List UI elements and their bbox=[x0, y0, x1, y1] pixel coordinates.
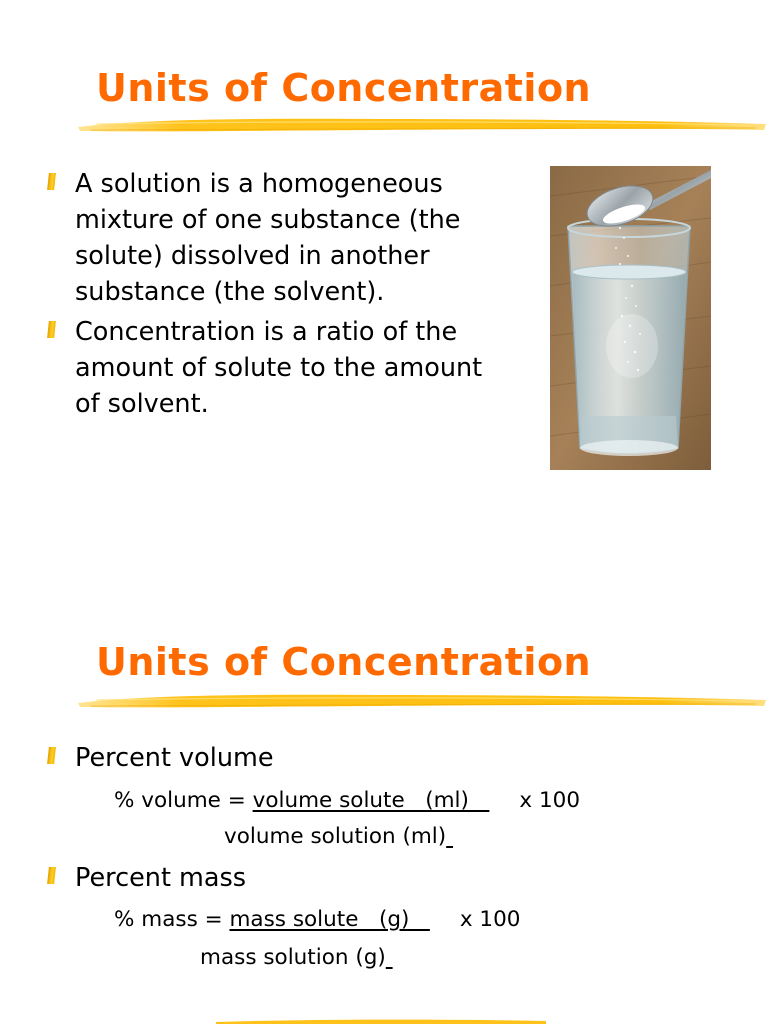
bullet-marker-icon bbox=[47, 321, 56, 338]
percent-volume-formula-numerator-line bbox=[114, 788, 580, 814]
slide-2 bbox=[0, 576, 768, 1024]
formula-denominator: mass solution (g) bbox=[200, 945, 386, 970]
bullet-heading: Percent volume bbox=[75, 743, 274, 773]
title-underline-brush bbox=[76, 110, 768, 140]
bullet-marker-icon bbox=[47, 867, 56, 884]
formula-trail bbox=[386, 945, 393, 970]
bullet-heading: Percent mass bbox=[75, 863, 247, 893]
slide-title: Units of Concentration bbox=[96, 640, 592, 684]
bullet-marker-icon bbox=[47, 747, 56, 764]
bullet-list bbox=[44, 740, 274, 776]
next-slide-brush-fragment bbox=[216, 1018, 546, 1024]
formula-numerator: mass solute (g) bbox=[229, 907, 430, 932]
percent-mass-formula-numerator-line bbox=[114, 907, 520, 933]
bullet-item bbox=[44, 166, 514, 310]
title-underline-brush bbox=[76, 686, 768, 716]
bullet-marker-icon bbox=[47, 173, 56, 190]
bullet-item-percent-mass bbox=[44, 860, 246, 896]
bullet-list bbox=[44, 166, 514, 422]
formula-trail bbox=[446, 824, 453, 849]
bullet-text: Concentration is a ratio of the amount of solute to the amount of solvent. bbox=[75, 317, 483, 419]
formula-lhs: % volume = bbox=[114, 788, 253, 813]
formula-lhs: % mass = bbox=[114, 907, 230, 932]
formula-numerator: volume solute (ml) bbox=[252, 788, 490, 813]
formula-multiplier: x 100 bbox=[459, 907, 521, 932]
percent-volume-formula-denominator-line bbox=[224, 824, 453, 850]
formula-denominator: volume solution (ml) bbox=[224, 824, 447, 849]
bullet-text: A solution is a homogeneous mixture of one substance (the solute) dissolved in another substance (the solvent). bbox=[75, 169, 461, 307]
formula-multiplier: x 100 bbox=[519, 788, 581, 813]
glass-of-water-photo bbox=[550, 166, 711, 470]
bullet-item-percent-volume bbox=[44, 740, 274, 776]
slide-title: Units of Concentration bbox=[96, 66, 592, 110]
percent-mass-formula-denominator-line bbox=[200, 945, 393, 971]
bullet-list bbox=[44, 860, 246, 896]
bullet-item bbox=[44, 314, 514, 422]
